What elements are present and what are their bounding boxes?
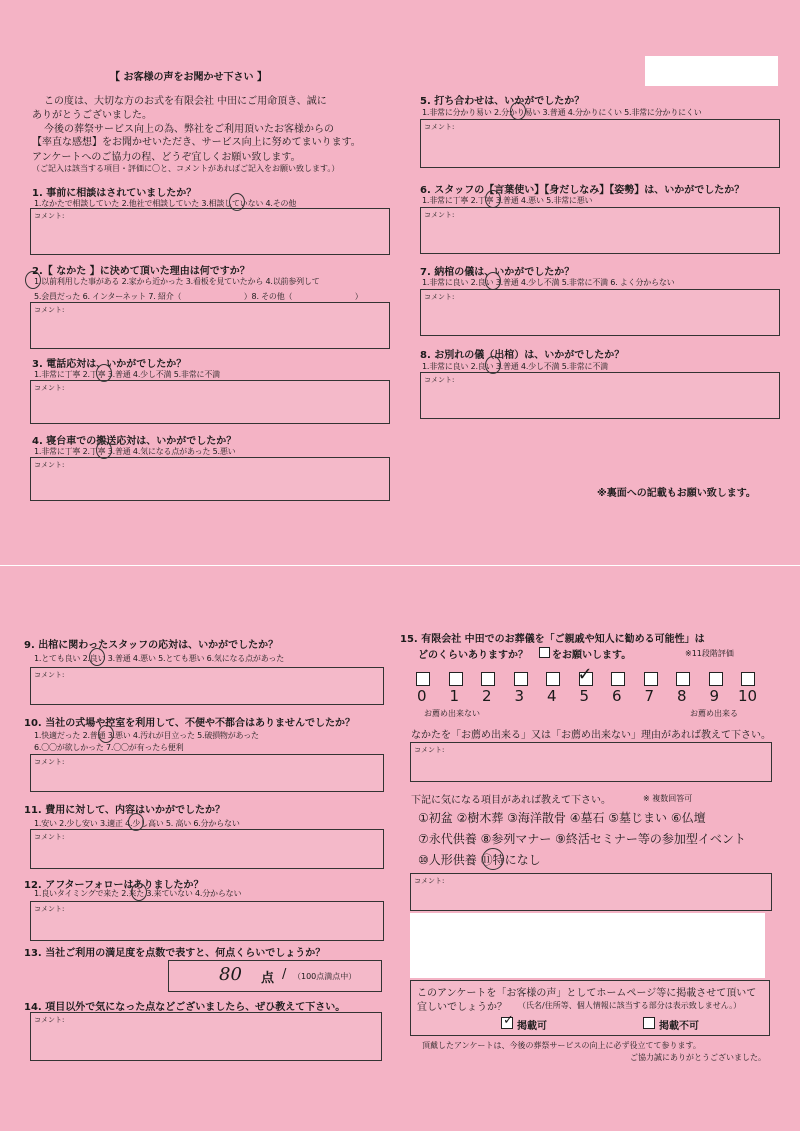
scale-number: 7 bbox=[644, 687, 655, 705]
intro-line: （ご記入は該当する項目・評価に〇と、コメントがあればご記入をお願い致します。） bbox=[32, 164, 340, 173]
question-5: 5. 打ち合わせは、いかがでしたか？ bbox=[420, 96, 585, 107]
question-8: 8. お別れの儀（出棺）は、いかがでしたか？ bbox=[420, 350, 625, 361]
answer-circle bbox=[131, 883, 147, 901]
intro-line: アンケートへのご協力の程、どうぞ宜しくお願い致します。 bbox=[32, 152, 301, 163]
survey-sheet-front bbox=[0, 0, 800, 565]
scale-number: 1 bbox=[449, 687, 460, 705]
q6-options: 1.非常に丁寧 2.丁寧 3.普通 4.悪い 5.非常に悪い bbox=[422, 196, 593, 205]
q6-comment-box[interactable]: コメント: bbox=[420, 207, 780, 254]
publish-consent-box bbox=[410, 980, 770, 1036]
scale-note: ※11段階評価 bbox=[685, 649, 734, 658]
scale-number: 10 bbox=[738, 687, 758, 705]
q1-options: 1.なかたで相談していた 2.他社で相談していた 3.相談していない 4.その他 bbox=[34, 199, 297, 208]
q7-comment-box[interactable]: コメント: bbox=[420, 289, 780, 336]
footer-line: ご協力誠にありがとうございました。 bbox=[630, 1053, 766, 1062]
scale-number: 3 bbox=[514, 687, 525, 705]
question-12: 12. アフターフォローはありましたか？ bbox=[24, 880, 204, 891]
score-box[interactable] bbox=[168, 960, 382, 992]
publish-question: 宜しいでしょうか？ bbox=[417, 1002, 507, 1013]
back-side-note: ※裏面への記載もお願い致します。 bbox=[597, 488, 756, 499]
q12-comment-box[interactable]: コメント: bbox=[30, 901, 384, 941]
interest-note: ※ 複数回答可 bbox=[643, 794, 693, 803]
publish-question: このアンケートを「お客様の声」としてホームページ等に掲載させて頂いて bbox=[417, 988, 757, 999]
publish-ok-label: 掲載可 bbox=[517, 1021, 547, 1032]
check-mark-icon: ✓ bbox=[577, 664, 593, 685]
scale-checkbox[interactable] bbox=[416, 672, 430, 686]
intro-line: 【率直な感想】をお聞かせいただき、サービス向上に努めてまいります。 bbox=[32, 137, 361, 148]
q9-comment-box[interactable]: コメント: bbox=[30, 667, 384, 705]
redacted-area bbox=[410, 913, 765, 978]
scale-checkbox[interactable] bbox=[741, 672, 755, 686]
publish-ng-checkbox[interactable] bbox=[643, 1017, 655, 1029]
question-4: 4. 寝台車での搬送応対は、いかがでしたか？ bbox=[32, 436, 237, 447]
reason-question: なかたを「お薦め出来る」又は「お薦め出来ない」理由があれば教えて下さい。 bbox=[411, 730, 771, 741]
scale-number: 2 bbox=[482, 687, 492, 705]
score-unit: 点 bbox=[261, 971, 275, 986]
score-max-note: （100点満点中） bbox=[293, 972, 357, 981]
question-15-line2: どのくらいありますか？ bbox=[418, 650, 528, 661]
intro-line: 今後の葬祭サービス向上の為、弊社をご利用頂いたお客様からの bbox=[44, 124, 334, 135]
scale-high-label: お薦め出来る bbox=[690, 709, 738, 718]
q10-comment-box[interactable]: コメント: bbox=[30, 754, 384, 792]
question-6: 6. スタッフの【言葉使い】【身だしなみ】【姿勢】は、いかがでしたか？ bbox=[420, 185, 745, 196]
scale-number: 0 bbox=[417, 687, 427, 705]
q14-comment-box[interactable]: コメント: bbox=[30, 1012, 382, 1061]
answer-circle bbox=[98, 725, 114, 743]
q9-options: 1.とても良い 2.良い 3.普通 4.悪い 5.とても悪い 6.気になる点があった bbox=[34, 654, 285, 663]
scale-number: 4 bbox=[547, 687, 557, 705]
check-mark-icon: ✓ bbox=[503, 1013, 514, 1028]
answer-circle bbox=[510, 102, 526, 120]
q8-comment-box[interactable]: コメント: bbox=[420, 372, 780, 419]
q3-options: 1.非常に丁寧 2.丁寧 3.普通 4.少し不満 5.非常に不満 bbox=[34, 370, 220, 379]
answer-circle bbox=[485, 272, 501, 290]
survey-sheet-back bbox=[0, 566, 800, 1131]
score-slash: / bbox=[282, 967, 287, 982]
q1-comment-box[interactable]: コメント: bbox=[30, 208, 390, 255]
question-7: 7. 納棺の儀は、いかがでしたか？ bbox=[420, 267, 575, 278]
scale-checkbox[interactable] bbox=[611, 672, 625, 686]
q4-options: 1.非常に丁寧 2.丁寧 3.普通 4.気になる点があった 5.悪い bbox=[34, 447, 236, 456]
answer-circle bbox=[485, 190, 501, 208]
interest-question: 下記に気になる項目があれば教えて下さい。 bbox=[411, 795, 611, 806]
interest-comment-box[interactable]: コメント: bbox=[410, 873, 772, 911]
scale-checkbox[interactable] bbox=[546, 672, 560, 686]
answer-circle bbox=[482, 848, 504, 870]
q10-options: 6.〇〇が欲しかった 7.〇〇が有ったら便利 bbox=[34, 743, 184, 752]
scale-number: 5 bbox=[579, 687, 590, 705]
interest-row: ①初盆 ②樹木葬 ③海洋散骨 ④墓石 ⑤墓じまい ⑥仏壇 bbox=[418, 811, 706, 825]
question-13: 13. 当社ご利用の満足度を点数で表すと、何点くらいでしょうか？ bbox=[24, 948, 326, 959]
reason-comment-box[interactable]: コメント: bbox=[410, 742, 772, 782]
scale-checkbox[interactable] bbox=[709, 672, 723, 686]
answer-circle bbox=[25, 271, 41, 289]
survey-title: 【 お客様の声をお聞かせ下さい 】 bbox=[110, 72, 267, 83]
publish-ng-label: 掲載不可 bbox=[659, 1021, 699, 1032]
q2-options: 1.以前利用した事がある 2.家から近かった 3.看板を見ていたから 4.以前参列して bbox=[34, 277, 320, 286]
question-10: 10. 当社の式場や控室を利用して、不便や不都合はありませんでしたか？ bbox=[24, 718, 355, 729]
footer-line: 頂戴したアンケートは、今後の葬祭サービスの向上に必ず役立てて参ります。 bbox=[422, 1041, 701, 1050]
scale-number: 9 bbox=[709, 687, 720, 705]
check-note: をお願いします。 bbox=[552, 650, 632, 661]
q10-options: 1.快適だった 2.普通 3.悪い 4.汚れが目立った 5.破損物があった bbox=[34, 731, 259, 740]
q11-options: 1.安い 2.少し安い 3.適正 4.少し高い 5. 高い 6.分からない bbox=[34, 819, 240, 828]
q11-comment-box[interactable]: コメント: bbox=[30, 829, 384, 869]
intro-line: この度は、大切な方のお式を有限会社 中田にご用命頂き、誠に bbox=[44, 96, 327, 107]
answer-circle bbox=[89, 648, 105, 666]
q5-options: 1.非常に分かり易い 2.分かり易い 3.普通 4.分かりにくい 5.非常に分かりにくい bbox=[422, 108, 702, 117]
question-3: 3. 電話応対は、いかがでしたか？ bbox=[32, 359, 187, 370]
question-15: 15. 有限会社 中田でのお葬儀を「ご親戚や知人に勧める可能性」は bbox=[400, 634, 705, 645]
q8-options: 1.非常に良い 2.良い 3.普通 4.少し不満 5.非常に不満 bbox=[422, 362, 608, 371]
score-value: 80 bbox=[219, 964, 242, 985]
q4-comment-box[interactable]: コメント: bbox=[30, 457, 390, 501]
q12-options: 1.良いタイミングで来た 2.来た 3.来ていない 4.分からない bbox=[34, 889, 242, 898]
intro-line: ありがとうございました。 bbox=[32, 110, 152, 121]
question-1: 1. 事前に相談はされていましたか？ bbox=[32, 188, 197, 199]
question-14: 14. 項目以外で気になった点などございましたら、ぜひ教えて下さい。 bbox=[24, 1002, 346, 1013]
question-11: 11. 費用に対して、内容はいかがでしたか？ bbox=[24, 805, 225, 816]
question-9: 9. 出棺に関わったスタッフの応対は、いかがでしたか？ bbox=[24, 640, 279, 651]
publish-note: （氏名/住所等、個人情報に該当する部分は表示致しません。） bbox=[518, 1001, 742, 1010]
scale-low-label: お薦め出来ない bbox=[424, 709, 480, 718]
q3-comment-box[interactable]: コメント: bbox=[30, 380, 390, 424]
scale-checkbox[interactable] bbox=[481, 672, 495, 686]
q2-comment-box[interactable]: コメント: bbox=[30, 302, 390, 349]
scale-number: 8 bbox=[677, 687, 687, 705]
scale-number: 6 bbox=[612, 687, 622, 705]
q7-options: 1.非常に良い 2.良い 3.普通 4.少し不満 5.非常に不満 6. よく分からない bbox=[422, 278, 675, 287]
q5-comment-box[interactable]: コメント: bbox=[420, 119, 780, 168]
check-example-icon bbox=[539, 647, 550, 658]
question-2: 2.【 なかた 】に決めて頂いた理由は何ですか？ bbox=[32, 266, 250, 277]
scale-checkbox[interactable] bbox=[514, 672, 528, 686]
scale-checkbox[interactable] bbox=[449, 672, 463, 686]
interest-row: ⑦永代供養 ⑧参列マナー ⑨終活セミナー等の参加型イベント bbox=[418, 832, 746, 846]
q2-options: 5.会員だった 6. インターネット 7. 紹介（ ）8. その他（ ） bbox=[34, 292, 363, 301]
interest-row: ⑩人形供養 ⑪特になし bbox=[418, 853, 541, 867]
scale-checkbox[interactable] bbox=[676, 672, 690, 686]
scale-checkbox[interactable] bbox=[644, 672, 658, 686]
redacted-area bbox=[645, 56, 778, 86]
